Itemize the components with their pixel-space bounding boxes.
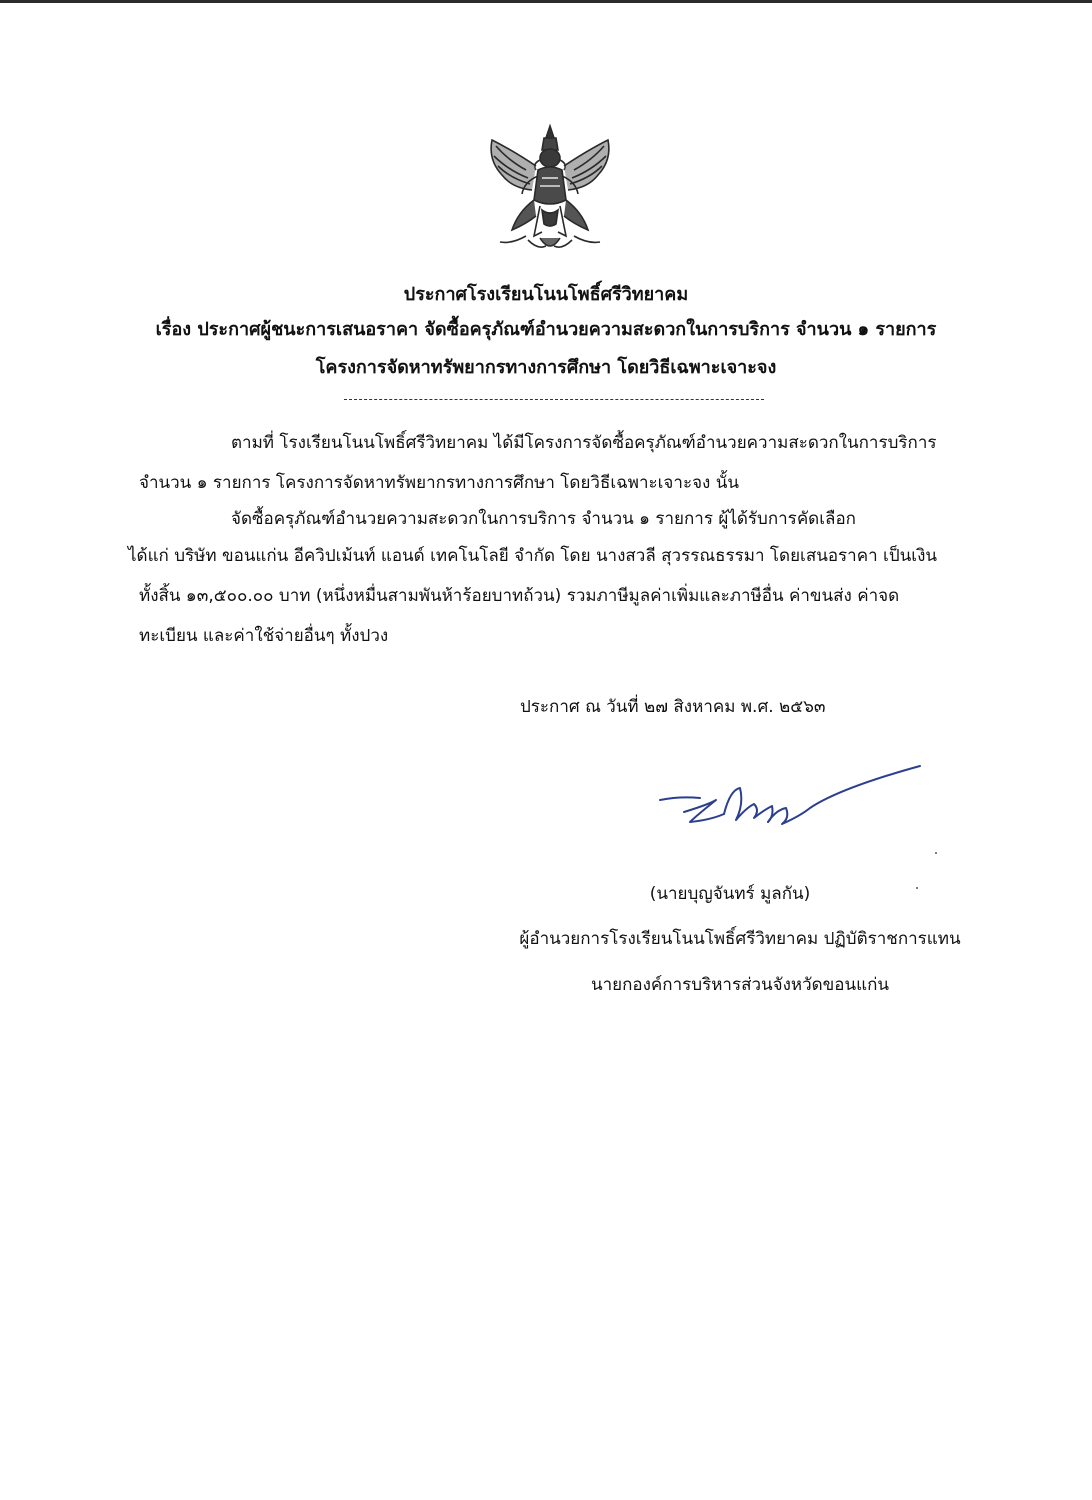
- signer-position-line-1: ผู้อำนวยการโรงเรียนโนนโพธิ์ศรีวิทยาคม ปฏิบัติราชการแทน: [519, 929, 961, 949]
- body-line-5: ทั้งสิ้น ๑๓,๕๐๐.๐๐ บาท (หนึ่งหมื่นสามพันห้าร้อยบาทถ้วน) รวมภาษีมูลค่าเพิ่มและภาษีอื่น ค่าขนส่ง ค่าจด: [139, 586, 900, 606]
- announcement-date: ประกาศ ณ วันที่ ๒๗ สิงหาคม พ.ศ. ๒๕๖๓: [520, 697, 826, 717]
- body-line-6: ทะเบียน และค่าใช้จ่ายอื่นๆ ทั้งปวง: [139, 626, 389, 646]
- top-border: [0, 0, 1092, 3]
- garuda-emblem-icon: [482, 120, 618, 260]
- scan-speck: [935, 852, 937, 854]
- signer-name: (นายบุญจันทร์ มูลกัน): [649, 884, 811, 904]
- body-line-2: จำนวน ๑ รายการ โครงการจัดหาทรัพยากรทางการศึกษา โดยวิธีเฉพาะเจาะจง นั้น: [139, 473, 739, 493]
- scan-speck: [916, 887, 918, 889]
- body-line-1: ตามที่ โรงเรียนโนนโพธิ์ศรีวิทยาคม ได้มีโครงการจัดซื้อครุภัณฑ์อำนวยความสะดวกในการบริการ: [231, 433, 937, 453]
- signer-position-line-2: นายกองค์การบริหารส่วนจังหวัดขอนแก่น: [591, 975, 889, 995]
- subject-line-2: โครงการจัดหาทรัพยากรทางการศึกษา โดยวิธีเฉพาะเจาะจง: [315, 357, 777, 378]
- handwritten-signature-icon: [650, 760, 930, 860]
- divider-line: [344, 399, 764, 400]
- subject-line-1: เรื่อง ประกาศผู้ชนะการเสนอราคา จัดซื้อครุภัณฑ์อำนวยความสะดวกในการบริการ จำนวน ๑ รายการ: [155, 319, 937, 340]
- announcement-title: ประกาศโรงเรียนโนนโพธิ์ศรีวิทยาคม: [403, 284, 689, 305]
- body-line-4: ได้แก่ บริษัท ขอนแก่น อีควิปเม้นท์ แอนด์ เทคโนโลยี จำกัด โดย นางสวลี สุวรรณธรรมา โดยเสนอราคา เป็นเงิน: [128, 546, 938, 566]
- body-line-3: จัดซื้อครุภัณฑ์อำนวยความสะดวกในการบริการ จำนวน ๑ รายการ ผู้ได้รับการคัดเลือก: [231, 509, 856, 529]
